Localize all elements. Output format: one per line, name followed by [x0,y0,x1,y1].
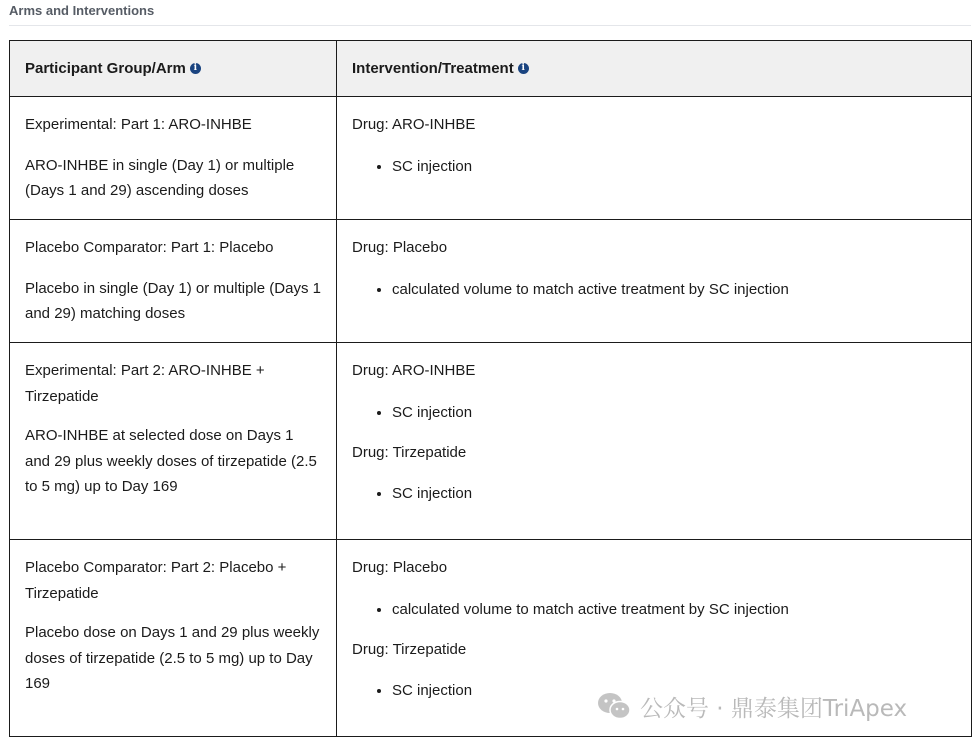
intervention-cell [337,343,972,540]
arm-title: Experimental: Part 2: ARO-INHBE + Tirzepatide [25,362,265,405]
drug-item: • SC injection [392,400,956,425]
table-row [10,343,972,540]
header-arm [10,41,337,97]
arm-cell [10,540,337,737]
arm-cell [10,220,337,343]
wechat-logo-icon [596,691,632,721]
arm-description: ARO-INHBE at selected dose on Days 1 and 29 plus weekly doses of tirzepatide (2.5 to 5 mg) up to Day 169 [25,427,317,495]
drug-item: • calculated volume to match active treatment by SC injection [392,277,956,302]
drug-item: • SC injection [392,481,956,506]
info-icon[interactable]: i [190,63,201,74]
header-intervention-label: Intervention/Treatment [352,60,514,77]
arm-title: Experimental: Part 1: ARO-INHBE [25,116,252,133]
watermark [596,690,907,722]
watermark-text: 公众号 · 鼎泰集团TriApex [640,695,908,722]
arm-cell [10,97,337,220]
drug-name: Drug: Placebo [352,559,448,576]
table-row [10,220,972,343]
drug-item: • calculated volume to match active treatment by SC injection [392,597,956,622]
drug-item-list [352,154,956,179]
drug-name: Drug: Tirzepatide [352,640,467,658]
drug-item: • SC injection [392,678,956,703]
drug-item-list [352,400,956,425]
arms-interventions-table [9,40,972,737]
arm-description: Placebo in single (Day 1) or multiple (Days 1 and 29) matching doses [25,279,321,322]
drug-name: Drug: ARO-INHBE [352,362,476,379]
drug-name: Drug: Placebo [352,239,448,256]
drug-item-list [352,481,956,506]
header-arm-label: Participant Group/Arm [25,60,186,77]
arm-description: ARO-INHBE in single (Day 1) or multiple (Days 1 and 29) ascending doses [25,156,295,199]
info-icon[interactable]: i [518,63,529,74]
arm-title: Placebo Comparator: Part 1: Placebo [25,239,274,256]
drug-name: Drug: ARO-INHBE [352,116,476,133]
section-title: Arms and Interventions [9,3,155,18]
drug-item: • SC injection [392,154,956,179]
drug-item-list [352,597,956,622]
arm-cell [10,343,337,540]
drug-item-list [352,277,956,302]
arm-title: Placebo Comparator: Part 2: Placebo + Tirzepatide [25,559,287,602]
intervention-cell [337,220,972,343]
intervention-cell [337,97,972,220]
drug-name: Drug: Tirzepatide [352,443,467,461]
header-intervention [337,41,972,97]
table-header-row [10,41,972,97]
arm-description: Placebo dose on Days 1 and 29 plus weekly doses of tirzepatide (2.5 to 5 mg) up to Day 169 [25,624,320,692]
section-divider [9,25,971,26]
table-row [10,97,972,220]
